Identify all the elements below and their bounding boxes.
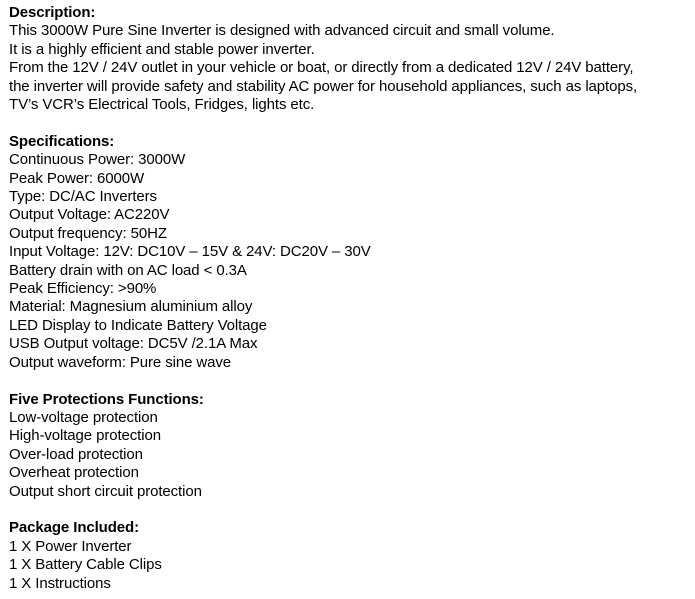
spec-input-voltage: Input Voltage: 12V: DC10V – 15V & 24V: DC20V – 30V xyxy=(9,243,371,261)
spec-output-voltage: Output Voltage: AC220V xyxy=(9,206,170,224)
protections-section xyxy=(9,391,693,501)
description-section xyxy=(9,4,693,114)
spec-type: Type: DC/AC Inverters xyxy=(9,188,157,206)
spec-output-waveform: Output waveform: Pure sine wave xyxy=(9,353,232,371)
spec-peak-power: Peak Power: 6000W xyxy=(9,169,145,187)
package-item: 1 X Power Inverter xyxy=(9,537,132,555)
description-line: From the 12V / 24V outlet in your vehicle or boat, or directly from a dedicated 12V / 24V battery, xyxy=(9,59,634,77)
protection-item: Output short circuit protection xyxy=(9,482,202,500)
package-section xyxy=(9,519,693,593)
description-line: TV’s VCR’s Electrical Tools, Fridges, lights etc. xyxy=(9,96,315,114)
description-heading: Description: xyxy=(9,4,96,21)
description-line: This 3000W Pure Sine Inverter is designed with advanced circuit and small volume. xyxy=(9,22,555,40)
description-line: the inverter will provide safety and stability AC power for household appliances, such as laptops, xyxy=(9,77,638,95)
package-item: 1 X Battery Cable Clips xyxy=(9,556,162,574)
spec-usb-output: USB Output voltage: DC5V /2.1A Max xyxy=(9,335,258,353)
protection-item: Over-load protection xyxy=(9,445,143,463)
protection-item: High-voltage protection xyxy=(9,427,161,445)
package-heading: Package Included: xyxy=(9,519,140,537)
spec-peak-efficiency: Peak Efficiency: >90% xyxy=(9,280,157,298)
protections-heading: Five Protections Functions: xyxy=(9,390,204,408)
spec-battery-drain: Battery drain with on AC load < 0.3A xyxy=(9,261,247,279)
spec-led-display: LED Display to Indicate Battery Voltage xyxy=(9,316,267,334)
product-description-document xyxy=(9,4,693,593)
protection-item: Overheat protection xyxy=(9,464,139,482)
protection-item: Low-voltage protection xyxy=(9,408,158,426)
description-line: It is a highly efficient and stable power inverter. xyxy=(9,40,315,58)
spec-material: Material: Magnesium aluminium alloy xyxy=(9,298,253,316)
spec-output-frequency: Output frequency: 50HZ xyxy=(9,224,167,242)
specifications-heading: Specifications: xyxy=(9,132,115,150)
package-item: 1 X Instructions xyxy=(9,574,111,592)
specifications-section xyxy=(9,133,693,372)
spec-continuous-power: Continuous Power: 3000W xyxy=(9,151,186,169)
